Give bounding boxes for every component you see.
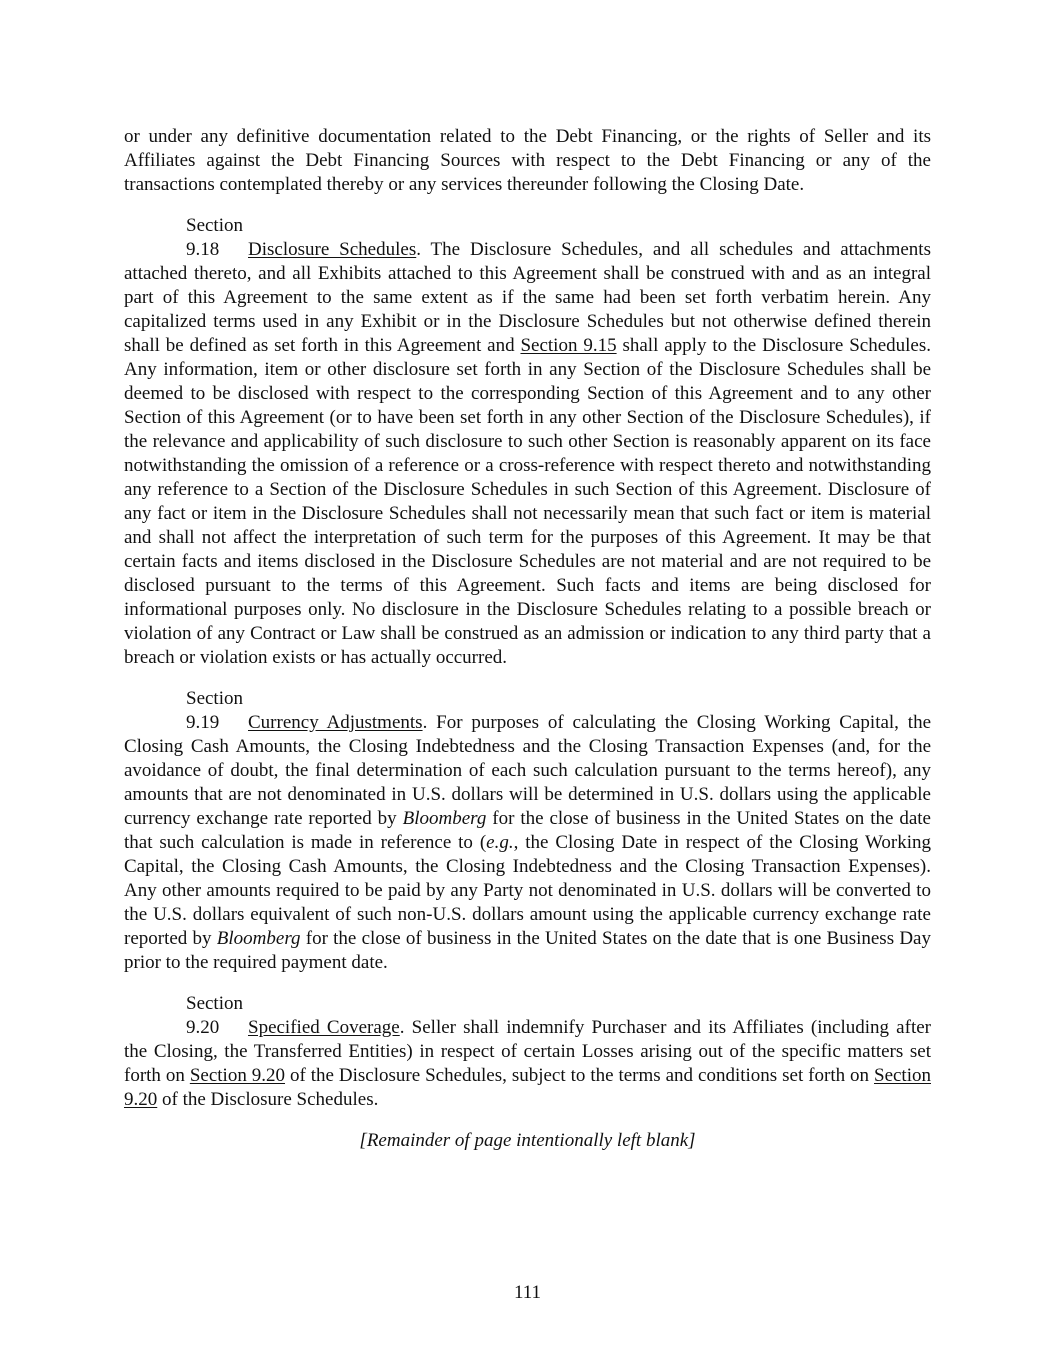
page-number: 111: [513, 1282, 542, 1303]
section-9-20-text-3: of the Disclosure Schedules.: [157, 1089, 379, 1110]
section-9-20-number: Section 9.20: [186, 993, 243, 1038]
section-9-19-number: Section 9.19: [186, 688, 243, 733]
section-9-19-text-3: , the Closing Date in respect of the Closing Working Capital, the Closing Cash Amounts, the Closing Indebtedness and the Closing Transaction Expenses). Any other amounts required to be paid by any Party not denominated in U.S. dollars will be converted to the U.S. dollars equivalent of such non-U.S. dollars amount using the applicable currency exchange rate reported by: [124, 832, 931, 949]
eg-italic: e.g.: [486, 832, 514, 853]
section-9-18-paragraph: [124, 214, 931, 670]
section-9-20-text-1: . Seller shall indemnify Purchaser and its Affiliates (including after the Closing, the Transferred Entities) in respect of certain Losses arising out of the specific matters set forth on: [124, 1017, 931, 1086]
section-9-20-title: Specified Coverage: [248, 1017, 400, 1038]
section-9-20-text-2: of the Disclosure Schedules, subject to the terms and conditions set forth on: [285, 1065, 874, 1086]
section-9-20-reference-1: Section 9.20: [189, 1065, 286, 1086]
document-page: [124, 125, 931, 1153]
section-9-19-paragraph: [124, 687, 931, 975]
bloomberg-italic-2: Bloomberg: [216, 928, 301, 949]
section-9-20-paragraph: [124, 992, 931, 1112]
section-9-18-text-2: shall apply to the Disclosure Schedules. Any information, item or other disclosure set forth in any Section of the Disclosure Schedules shall be deemed to be disclosed with respect to the corresponding Section of this Agreement and to any other Section of this Agreement (or to have been set forth in any other Section of the Disclosure Schedules), if the relevance and applicability of such disclosure to such other Section is reasonably apparent on its face notwithstanding the omission of a reference or a cross-reference with respect thereto and notwithstanding any reference to a Section of the Disclosure Schedules in such Section of this Agreement. Disclosure of any fact or item in the Disclosure Schedules shall not necessarily mean that such fact or item is material and shall not affect the interpretation of such term for the purposes of this Agreement. It may be that certain facts and items disclosed in the Disclosure Schedules are not material and are not required to be disclosed pursuant to the terms of this Agreement. Such facts and items are being disclosed for informational purposes only. No disclosure in the Disclosure Schedules relating to a possible breach or violation of any Contract or Law shall be construed as an admission or indication to any third party that a breach or violation exists or has actually occurred.: [124, 335, 931, 668]
section-9-19-text-1: . For purposes of calculating the Closing Working Capital, the Closing Cash Amounts, the Closing Indebtedness and the Closing Transaction Expenses (and, for the avoidance of doubt, the final determination of each such calculation pursuant to the terms hereof), any amounts that are not denominated in U.S. dollars will be determined in U.S. dollars using the applicable currency exchange rate reported by: [124, 712, 931, 829]
section-9-15-reference: Section 9.15: [520, 335, 617, 356]
bloomberg-italic-1: Bloomberg: [402, 808, 487, 829]
section-9-18-text-1: . The Disclosure Schedules, and all schedules and attachments attached thereto, and all Exhibits attached to this Agreement shall be construed with and as an integral part of this Agreement to the same extent as if the same had been set forth verbatim herein. Any capitalized terms used in any Exhibit or in the Disclosure Schedules but not otherwise defined therein shall be defined as set forth in this Agreement and: [124, 239, 931, 356]
remainder-note: [Remainder of page intentionally left blank]: [359, 1130, 696, 1151]
section-9-19-text-2: for the close of business in the United States on the date that such calculation is made in reference to (: [124, 808, 931, 853]
section-9-19-title: Currency Adjustments: [248, 712, 423, 733]
intro-paragraph: or under any definitive documentation related to the Debt Financing, or the rights of Seller and its Affiliates against the Debt Financing Sources with respect to the Debt Financing or any of the transactions contemplated thereby or any services thereunder following the Closing Date.: [124, 126, 931, 195]
section-9-19-text-4: for the close of business in the United States on the date that is one Business Day prior to the required payment date.: [124, 928, 931, 973]
section-9-20-reference-2: Section 9.20: [124, 1065, 931, 1110]
section-9-18-number: Section 9.18: [186, 215, 243, 260]
section-9-18-title: Disclosure Schedules: [248, 239, 417, 260]
